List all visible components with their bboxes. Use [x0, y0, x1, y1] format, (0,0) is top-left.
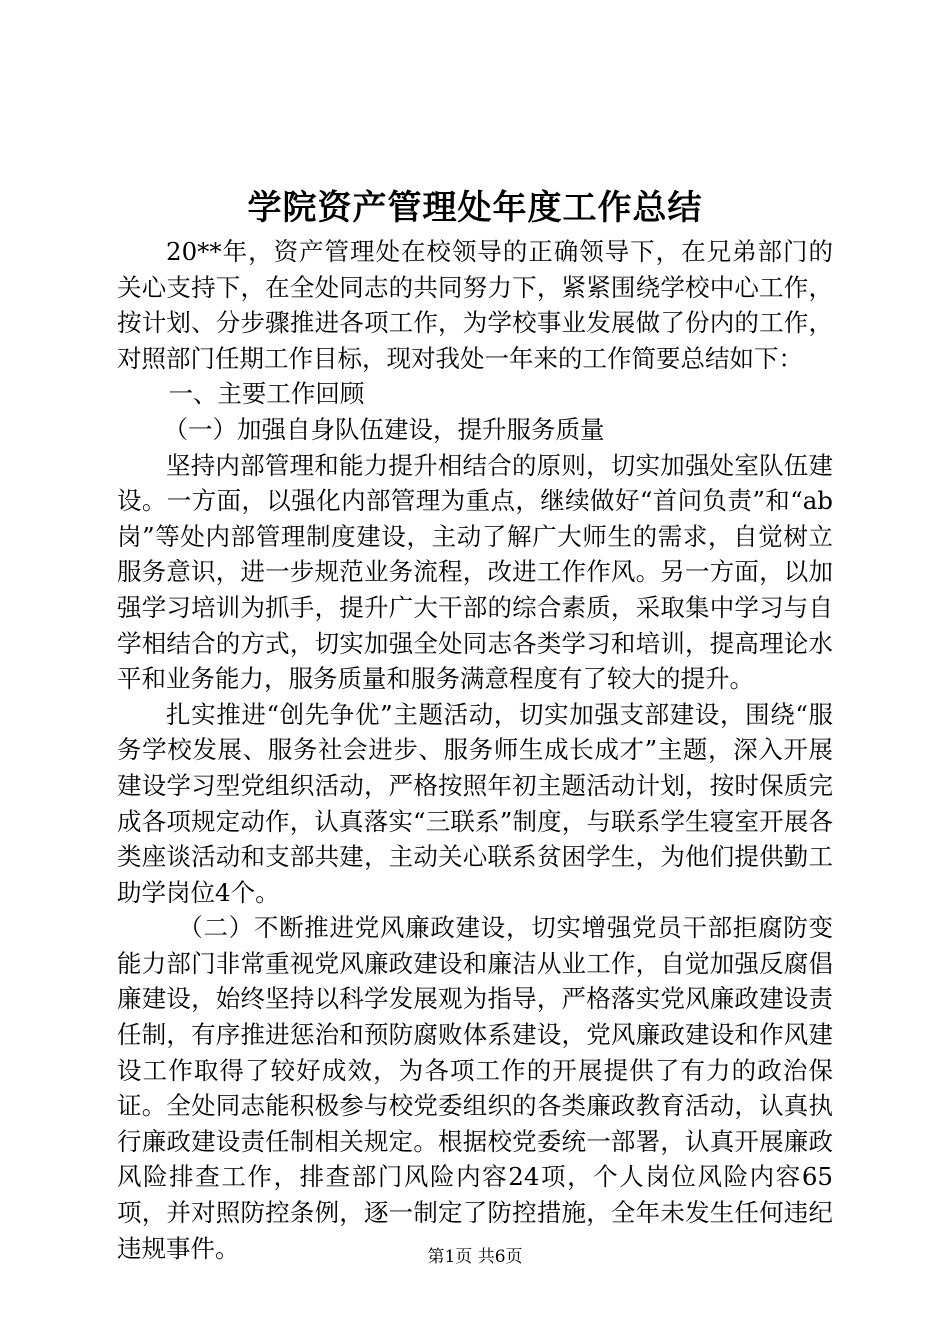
- section-heading-main-review: 一、主要工作回顾: [168, 379, 365, 409]
- page-footer: 第1页 共6页: [427, 1247, 523, 1267]
- paragraph-party-activities: 扎实推进“创先争优”主题活动，切实加强支部建设，围绕“服务学校发展、服务社会进步、服务师生成长成才”主题，深入开展建设学习型党组织活动，严格按照年初主题活动计划，按时保质完成各项规定动作，认真落实“三联系”制度，与联系学生寝室开展各类座谈活动和支部共建，主动关心联系贫困学生，为他们提供勤工助学岗位4个。: [117, 699, 833, 907]
- document-body: [117, 234, 833, 1266]
- subsection-heading-team-building: （一）加强自身队伍建设，提升服务质量: [163, 414, 605, 444]
- intro-paragraph: 20**年，资产管理处在校领导的正确领导下，在兄弟部门的关心支持下，在全处同志的共同努力下，紧紧围绕学校中心工作，按计划、分步骤推进各项工作，为学校事业发展做了份内的工作，对照部门任期工作目标，现对我处一年来的工作简要总结如下：: [117, 237, 833, 373]
- document-title: 学院资产管理处年度工作总结: [247, 188, 703, 228]
- paragraph-clean-government: （二）不断推进党风廉政建设，切实增强党员干部拒腐防变能力部门非常重视党风廉政建设和廉洁从业工作，自觉加强反腐倡廉建设，始终坚持以科学发展观为指导，严格落实党风廉政建设责任制，有序推进惩治和预防腐败体系建设，党风廉政建设和作风建设工作取得了较好成效，为各项工作的开展提供了有力的政治保证。全处同志能积极参与校党委组织的各类廉政教育活动，认真执行廉政建设责任制相关规定。根据校党委统一部署，认真开展廉政风险排查工作，排查部门风险内容24项，个人岗位风险内容65项，并对照防控条例，逐一制定了防控措施，全年未发生任何违纪违规事件。: [117, 913, 833, 1263]
- paragraph-internal-management: 坚持内部管理和能力提升相结合的原则，切实加强处室队伍建设。一方面，以强化内部管理为重点，继续做好“首问负责”和“ab岗”等处内部管理制度建设，主动了解广大师生的需求，自觉树立服务意识，进一步规范业务流程，改进工作作风。另一方面，以加强学习培训为抓手，提升广大干部的综合素质，采取集中学习与自学相结合的方式，切实加强全处同志各类学习和培训，提高理论水平和业务能力，服务质量和服务满意程度有了较大的提升。: [117, 450, 833, 694]
